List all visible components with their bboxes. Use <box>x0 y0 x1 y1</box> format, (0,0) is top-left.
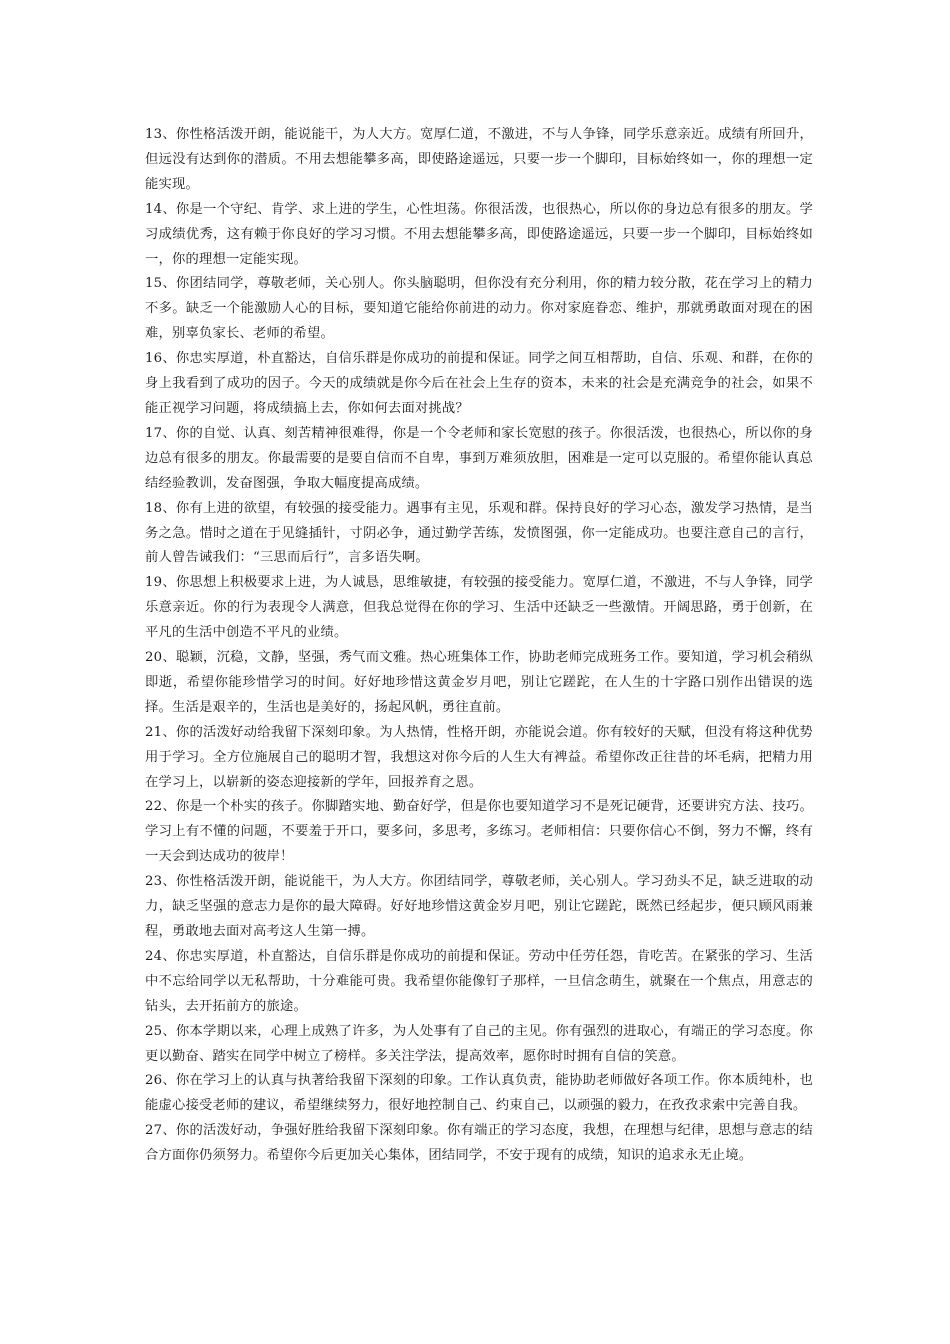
comment-paragraph-16: 16、你忠实厚道，朴直豁达，自信乐群是你成功的前提和保证。同学之间互相帮助，自信、乐观、和群，在你的身上我看到了成功的因子。今天的成绩就是你今后在社会上生存的资本，未来的社会是充满竞争的社会，如果不能正视学习问题，将成绩搞上去，你如何去面对挑战？ <box>145 351 813 416</box>
comment-paragraph-21: 21、你的活泼好动给我留下深刻印象。为人热情，性格开朗，亦能说会道。你有较好的天赋，但没有将这种优势用于学习。全方位施展自己的聪明才智，我想这对你今后的人生大有裨益。希望你改正往昔的坏毛病，把精力用在学习上，以崭新的姿态迎接新的学年，回报养育之恩。 <box>145 724 813 790</box>
comment-paragraph-14: 14、你是一个守纪、肯学、求上进的学生，心性坦荡。你很活泼，也很热心，所以你的身边总有很多的朋友。学习成绩优秀，这有赖于你良好的学习习惯。不用去想能攀多高，即使路途遥远，只要一步一个脚印，目标始终如一，你的理想一定能实现。 <box>145 201 813 267</box>
comment-paragraph-25: 25、你本学期以来，心理上成熟了许多，为人处事有了自己的主见。你有强烈的进取心，有端正的学习态度。你更以勤奋、踏实在同学中树立了榜样。多关注学法，提高效率，愿你时时拥有自信的笑意。 <box>145 1023 813 1064</box>
comment-paragraph-23: 23、你性格活泼开朗，能说能干，为人大方。你团结同学，尊敬老师，关心别人。学习劲头不足，缺乏进取的动力，缺乏坚强的意志力是你的最大障碍。好好地珍惜这黄金岁月吧，别让它蹉跎，既然已经起步，便只顾风雨兼程，勇敢地去面对高考这人生第一搏。 <box>145 874 813 939</box>
comment-paragraph-24: 24、你忠实厚道，朴直豁达，自信乐群是你成功的前提和保证。劳动中任劳任怨，肯吃苦。在紧张的学习、生活中不忘给同学以无私帮助，十分难能可贵。我希望你能像钉子那样，一旦信念萌生，就聚在一个焦点，用意志的钻头，去开拓前方的旅途。 <box>145 948 813 1014</box>
comment-paragraph-19: 19、你思想上积极要求上进，为人诚恳，思维敏捷，有较强的接受能力。宽厚仁道，不激进，不与人争锋，同学乐意亲近。你的行为表现令人满意，但我总觉得在你的学习、生活中还缺乏一些激情。开阔思路，勇于创新，在平凡的生活中创造不平凡的业绩。 <box>145 575 813 641</box>
comment-paragraph-20: 20、聪颖，沉稳，文静，坚强，秀气而文雅。热心班集体工作，协助老师完成班务工作。要知道，学习机会稍纵即逝，希望你能珍惜学习的时间。好好地珍惜这黄金岁月吧，别让它蹉跎，在人生的十字路口别作出错误的选择。生活是艰辛的，生活也是美好的，扬起风帆，勇往直前。 <box>145 650 813 715</box>
comment-paragraph-26: 26、你在学习上的认真与执著给我留下深刻的印象。工作认真负责，能协助老师做好各项工作。你本质纯朴，也能虚心接受老师的建议，希望继续努力，很好地控制自己、约束自己，以顽强的毅力，在孜孜求索中完善自我。 <box>145 1073 813 1114</box>
comment-paragraph-18: 18、你有上进的欲望，有较强的接受能力。遇事有主见，乐观和群。保持良好的学习心态，激发学习热情，是当务之急。惜时之道在于见缝插针，寸阴必争，通过勤学苦练，发愤图强，你一定能成功。也要注意自己的言行，前人曾告诫我们：“三思而后行”，言多语失啊。 <box>145 500 813 566</box>
comment-paragraph-13: 13、你性格活泼开朗，能说能干，为人大方。宽厚仁道，不激进，不与人争锋，同学乐意亲近。成绩有所回升，但远没有达到你的潜质。不用去想能攀多高，即使路途遥远，只要一步一个脚印，目标始终如一，你的理想一定能实现。 <box>145 127 813 192</box>
comment-paragraph-27: 27、你的活泼好动，争强好胜给我留下深刻印象。你有端正的学习态度，我想，在理想与纪律，思想与意志的结合方面你仍须努力。希望你今后更加关心集体，团结同学，不安于现有的成绩，知识的追求永无止境。 <box>145 1123 813 1164</box>
comment-paragraph-15: 15、你团结同学，尊敬老师，关心别人。你头脑聪明，但你没有充分利用，你的精力较分散，花在学习上的精力不多。缺乏一个能激励人心的目标，要知道它能给你前进的动力。你对家庭眷恋、维护，那就勇敢面对现在的困难，别辜负家长、老师的希望。 <box>145 276 813 342</box>
document-body <box>145 123 813 1169</box>
comment-paragraph-22: 22、你是一个朴实的孩子。你脚踏实地、勤奋好学，但是你也要知道学习不是死记硬背，还要讲究方法、技巧。学习上有不懂的问题，不要羞于开口，要多问，多思考，多练习。老师相信：只要你信心不倒，努力不懈，终有一天会到达成功的彼岸！ <box>145 799 813 865</box>
comment-paragraph-17: 17、你的自觉、认真、刻苦精神很难得，你是一个令老师和家长宽慰的孩子。你很活泼，也很热心，所以你的身边总有很多的朋友。你最需要的是要自信而不自卑，事到万难须放胆，困难是一定可以克服的。希望你能认真总结经验教训，发奋图强，争取大幅度提高成绩。 <box>145 425 813 491</box>
